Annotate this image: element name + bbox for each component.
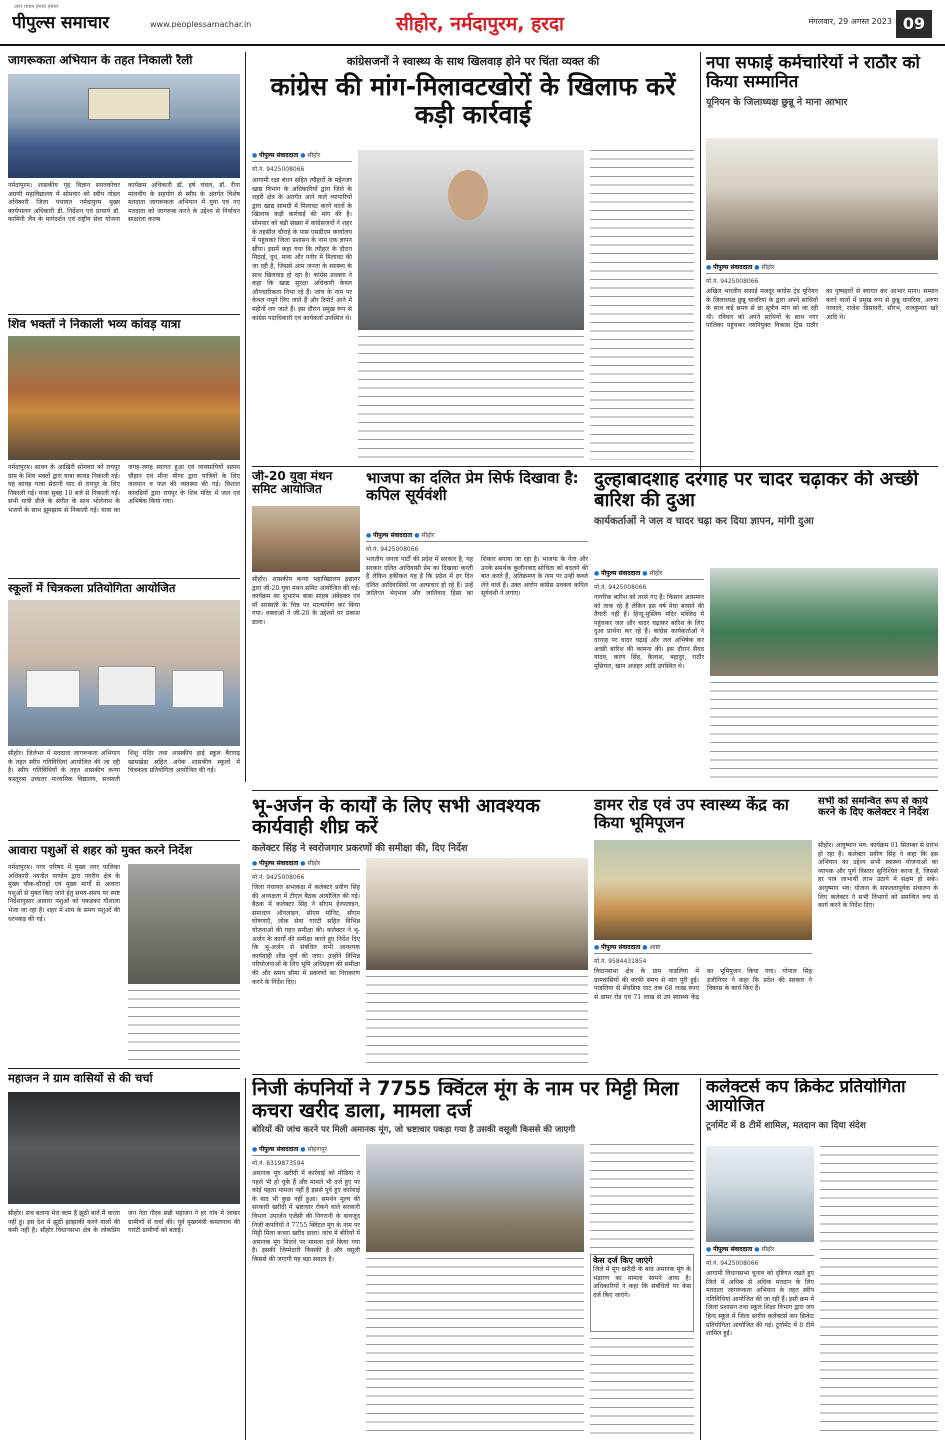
story-coordinated-work: [818, 796, 938, 1072]
story-g20-summit: [252, 470, 360, 786]
story-body-continued: [366, 1258, 584, 1438]
story-headline[interactable]: शिव भक्तों ने निकाली भव्य कांवड़ यात्रा: [8, 318, 181, 331]
story-headline[interactable]: भाजपा का दलित प्रेम सिर्फ दिखावा है: कपिल सूर्यवंशी: [366, 470, 579, 504]
story-headline[interactable]: कलेक्टर्स कप क्रिकेट प्रतियोगिता आयोजित: [706, 1078, 906, 1117]
story-body-continued: [366, 976, 588, 1070]
story-body: जिला पंचायत सभाकक्ष में कलेक्टर प्रवीण सिंह की अध्यक्षता में टीएल बैठक आयोजित की गई। बैठक में कलेक्टर सिंह ने सीएम हेल्पलाइन, समाधान ऑनलाइन, सीएम मॉनिट, सीएम घोषणाएँ, लोक सेवा गारंटी सहित विभिन्न योजनाओं की गहन समीक्षा की। कलेक्टर ने भू-अर्जन के कार्यों की समीक्षा करते हुए निर्देश दिए कि भू-अर्जन से संबंधित सभी आवश्यक कार्यवाही शीघ्र पूर्ण की जाए। उन्होंने विभिन्न परियोजनाओं के लिए भूमि अधिग्रहण की समीक्षा की और समय सीमा में प्रकरणों का निराकरण करने के निर्देश दिए।: [252, 884, 360, 986]
section-divider: [252, 1074, 938, 1075]
byline-dot-icon: ●: [252, 152, 258, 159]
byline-phone: मो.नं. 8319873594: [252, 1160, 305, 1167]
story-subheadline: कार्यकर्ताओं ने जल व चादर चढ़ा कर दिया ज्ञापन, मांगी दुआ: [594, 516, 814, 528]
collector-meeting-photo: [366, 858, 588, 970]
section-title: सीहोर, नर्मदापुरम, हरदा: [396, 13, 564, 35]
sanitation-workers-photo: [706, 138, 938, 260]
byline-dot-icon: ●: [706, 264, 712, 271]
story-body: सीहोर। सच बताना मेरा काम है झूठी बातें मैं करता नहीं हूं। इस देश में झूठी झांझाकी करने वालों की कमी नहीं है। सीहोर विधानसभा क्षेत्र के लोकप्रिय जन नेता गौरव सन्नी महाजन ने हर गांव में जाकर ग्रामीणों से चर्चा की। पूर्व मुख्यमंत्री कमलनाथ की गारंटी ग्रामीणों को बताई।: [8, 1210, 240, 1235]
story-stray-animals: [8, 844, 240, 1066]
byline-dot-icon: ●: [252, 860, 258, 867]
story-subheadline: बोरियों की जांच करने पर मिली अमानक मूंग, जो भ्रष्टाचार पकड़ा गया है उसकी वसूली किससे की जाएगी: [252, 1124, 576, 1135]
story-divider: [8, 314, 240, 315]
story-body: नर्मदापुरम। शासकीय गृह विज्ञान स्नातकोत्तर अग्रणी महाविद्यालय में सोमवार को स्वीप नोडल अधिकारी जिला पंचायत नर्मदापुरम मुख्य कार्यपालन अधिकारी डी. निर्देशन एवं प्राचार्य डॉ. कामिनी जैन के मार्गदर्शन एवं राष्ट्रीय सेवा योजना कार्यक्रम अधिकारी डॉ. हर्ष चंचल, डॉ. रीना मालवीय के सहयोग से स्वीप के अंतर्गत विशेष मतदाता जागरूकता अभियान में युवा एवं नए मतदाता को जागरूक करने के उद्देश्य से निर्वाचन साक्षरता कलब: [8, 182, 240, 224]
story-land-acquisition: [252, 796, 588, 1072]
byline-phone: मो.नं. 9425008066: [594, 584, 647, 591]
logo-text: पीपुल्स समाचार: [12, 13, 110, 33]
story-headline[interactable]: जागरूकता अभियान के तहत निकाली रैली: [8, 54, 193, 67]
story-body: नर्मदापुरम। नगर परिषद में मुख्य नगर पालिका अधिकारी नवनीत पाण्डेय द्वारा नगरीय क्षेत्र के मुख्य चौक-चौराहों एवं मुख्य मार्गों से आवारा पशुओं से मुक्त किए जाने हेतु समय-समय पर स्पष्ट निर्देशानुसार आवारा पशुओं को पकड़कर गौशाला भेजा जा रहा है। शहर में शाम के समय पशुओं की धरपकड़ की गई।: [8, 864, 120, 923]
mahajan-meeting-photo: [8, 1092, 240, 1204]
story-sanitation-honour: [706, 54, 938, 462]
moong-warehouse-photo: [366, 1144, 584, 1252]
bhoomipujan-photo: [594, 840, 812, 940]
story-divider: [8, 1068, 240, 1069]
story-collectors-cup: [706, 1078, 938, 1440]
website-url[interactable]: www.peoplessamachar.in: [150, 20, 252, 29]
byline: ● पीपुल्स संवाददाता ● सीहोर: [706, 1244, 814, 1256]
sidebar-box-text: जिले में मूंग खरीदी के बाद अमानक मूंग के भंडारण का मामला सामने आया है। अधिकारियों ने कहा कि संबंधितों पर केस दर्ज किए जाएंगे।: [593, 1265, 691, 1299]
column-divider: [245, 52, 246, 782]
stray-animals-photo: [128, 864, 240, 984]
byline-phone: मो.नं. 9425008066: [706, 1260, 759, 1267]
story-body: आगामी रक्षा बंधन सहित त्यौहारों के मद्देनजर खाद्य विभाग के अधिकारियों द्वारा जिले के शहरी क्षेत्र के अंतर्गत आने वाले व्यापारियों द्वारा खाद्य सामग्री में मिलावट करने वालों के खिलाफ कड़ी कार्रवाई की मांग की है। सोमवार को बड़ी संख्या में कांग्रेसजनों ने शहर के तहसील चौराहे के पास एसडीएम कार्यालय में पहुंचकर जिला प्रशासन के नाम एक ज्ञापन सौंपा। इसमें कहा गया कि त्यौहार के दौरान मिठाई, दूध, मावा और पनीर में मिलावट की जा रही है, जिससे आम जनता के स्वास्थ्य के साथ खिलवाड़ हो रहा है। कांग्रेस प्रवक्ता ने कहा कि खाद्य सुरक्षा अधिकारी केवल औपचारिकता निभा रहे हैं। जांच के नाम पर केवल नमूने लिए जाते हैं और रिपोर्ट आने में महीनों लग जाते हैं। इस दौरान प्रमुख रूप से कांग्रेस पदाधिकारी एवं कार्यकर्ता उपस्थित थे।: [252, 177, 352, 322]
section-divider: [252, 790, 938, 791]
byline-dot-icon: ●: [594, 570, 600, 577]
byline-dot-icon: ●: [252, 1146, 258, 1153]
logo[interactable]: [12, 10, 142, 34]
story-headline[interactable]: नपा सफाई कर्मचारियों ने राठौर को किया सम्मानित: [706, 54, 920, 93]
story-mahajan: [8, 1072, 240, 1440]
story-congress-adulteration: [252, 54, 694, 462]
story-divider: [8, 840, 240, 841]
byline-phone: मो.नं. 9584431854: [594, 958, 647, 965]
byline: ● पीपुल्स संवाददाता ● सीहोर: [366, 530, 588, 542]
story-body: विधानसभा क्षेत्र के ग्राम पाडलिया में ग्रामवासियों की काफी समय से मांग पूरी हुई। पाडलिया से सेंधडिया घाट तक 68 लाख रुपए से डामर रोड एवं 71 लाख से उप स्वास्थ्य केंद्र का भूमिपूजन किया गया। गोपाल सिंह इंजीनियर ने कहा कि प्रदेश की सरकार ने विकास के कार्य किए हैं।: [594, 968, 812, 1001]
byline-dot-icon: ●: [706, 1246, 712, 1253]
story-body: आगामी विधानसभा चुनाव को दृष्टिगत रखते हुए जिले में अधिक से अधिक मतदान के लिए मतदाता जागरूकता अभियान के तहत स्वीप गतिविधियां आयोजित की जा रही हैं। इसी क्रम में जिला प्रशासन तथा स्कूल शिक्षा विभाग द्वारा जय हिन्द स्कूल में जिला स्तरीय कलेक्टर्स कप क्रिकेट प्रतियोगिता आयोजित की गई। टूर्नामेंट में 8 टीमें शामिल हुईं।: [706, 1270, 814, 1338]
story-bjp-dalit: [366, 470, 588, 786]
byline: ● पीपुल्स संवाददाता ● सीहोर: [706, 262, 938, 274]
story-body-continued: [358, 336, 584, 460]
column-divider: [700, 1078, 701, 1440]
byline: ● पीपुल्स संवाददाता ● आष्टा: [594, 942, 812, 954]
story-headline[interactable]: स्कूलों में चित्रकला प्रतियोगिता आयोजित: [8, 582, 176, 595]
byline-phone: मो.नं. 9425008066: [252, 874, 305, 881]
story-body-continued: [710, 682, 938, 784]
story-dargah-chadar: [594, 470, 938, 786]
story-headline[interactable]: निजी कंपनियों ने 7755 क्विंटल मूंग के नाम पर मिट्टी मिला कचरा खरीद डाला, मामला दर्ज: [252, 1078, 679, 1122]
byline: ● पीपुल्स संवाददाता ● सीहोर: [252, 150, 352, 162]
byline: ● पीपुल्स संवाददाता ● सीहोर: [594, 568, 704, 580]
story-body-continued: [128, 990, 240, 1064]
story-divider: [8, 578, 240, 579]
story-headline[interactable]: जी-20 युवा मंथन समिट आयोजित: [252, 470, 333, 497]
story-body: सीहोर। जिलेभर में मतदाता जागरूकता अभियान के तहत स्वीप गतिविधियां आयोजित की जा रही है। स्वीप गतिविधियों के तहत शासकीय कन्या कस्तूरबा उच्चतर माध्यमिक विद्यालय, सरस्वती शिशु मंदिर तथा शासकीय हाई स्कूल बैरागढ़ खामखेड़ा सहित अनेक शासकीय स्कूलों में चित्रकला प्रतियोगिता आयोजित की गई।: [8, 750, 240, 783]
story-headline[interactable]: सभी को समन्वित रूप से कार्य करने के दिए कलेक्टर ने निर्देश: [818, 796, 929, 819]
issue-date: मंगलवार, 29 अगस्त 2023: [808, 17, 892, 26]
section-divider: [252, 466, 938, 467]
story-painting-competition: [8, 582, 240, 838]
story-subheadline: टूर्नामेंट में 8 टीमें शामिल, मतदान का दिया संदेश: [706, 1121, 866, 1132]
byline-dot-icon: ●: [594, 944, 600, 951]
story-headline[interactable]: डामर रोड एवं उप स्वास्थ्य केंद्र का किया भूमिपूजन: [594, 796, 789, 832]
story-subheadline: यूनियन के जिलाध्यक्ष छुन्नू ने माना आभार: [706, 97, 848, 109]
story-body: अमानक मूंग खरीदी में कार्रवाई को मीडिया ने पहले भी हो चुके हैं और मामले भी दर्ज हुए पर कोई पहला मामला नहीं है इससे पूर्व हुए कार्रवाई के बाद भी कुछ नहीं हुआ। समर्थन मूल्य की सरकारी खरीदी में भ्रष्टाचार रोकने वाले सरकारी विभाग उपार्जन एजेंसी की निगरानी के बावजूद निजी कंपनियों ने 7755 क्विंटल मूंग के नाम पर मिट्टी मिला कचरा खरीद डाला। जांच में बोरियों में अमानक मूंग मिलने पर मामला दर्ज किया गया है। इसकी जिम्मेदारी किसकी है और वसूली किससे की जाएगी यह बड़ा सवाल है।: [252, 1170, 360, 1263]
sidebar-box-title: केस दर्ज किए जाएंगे: [593, 1256, 653, 1265]
story-headline[interactable]: दुल्हाबादशाह दरगाह पर चादर चढ़ाकर की अच्छी बारिश की दुआ: [594, 470, 919, 511]
byline-phone: मो.नं. 9425008066: [706, 278, 759, 285]
byline-phone: मो.नं. 9425008066: [366, 546, 419, 553]
painting-competition-photo: [8, 600, 240, 746]
byline: ● पीपुल्स संवाददाता ● सीहोर: [252, 858, 360, 870]
sidebar-box: [590, 1254, 694, 1332]
story-headline[interactable]: आवारा पशुओं से शहर को मुक्त करने निर्देश: [8, 844, 192, 857]
story-body: सीहोर। शासकीय कन्या महाविद्यालय इछावर द्वारा जी-20 युवा मंथन समिट आयोजित की गई। कार्यक्रम का शुभारंभ बाबा साहब अंबेडकर एवं माँ सरस्वती के चित्र पर माल्यार्पण कर किया गया। वक्ताओं ने जी-20 के उद्देश्यों पर प्रकाश डाला।: [252, 576, 360, 626]
story-headline[interactable]: भू-अर्जन के कार्यों के लिए सभी आवश्यक कार्यवाही शीघ्र करें: [252, 796, 540, 839]
story-body: सीहोर। आयुष्मान भव: कार्यक्रम 01 सितम्बर से प्रारंभ हो रहा है। कलेक्टर प्रवीण सिंह ने कहा कि इस अभियान का उद्देश्य सभी स्वास्थ्य योजनाओं का व्यापक और पूर्ण विस्तार सुनिश्चित करना है, जिससे हर पात्र लाभार्थी लाभ उठाने में सक्षम हो सके। आयुष्मान भव: योजना के सफलतापूर्वक संचालन के लिए कलेक्टर ने सभी विभागों को समन्वित रूप से कार्य करने के निर्देश दिए।: [818, 842, 938, 910]
story-body-continued: [590, 150, 694, 460]
story-body-continued: [590, 1338, 694, 1438]
story-body: नागरिक बारिश को तरसे गए हैं। किसान आसमान को ताक रहे हैं लेकिन इस वर्ष मेघा बरसने की तैयारी नहीं हैं। हिन्दू-मुस्लिम मंदिर मस्जिद में पहुंचकर जल और चादर चढ़ाकर बारिश के लिए दुआ प्रार्थना कर रहे हैं। कांग्रेस कार्यकर्ताओं ने दरगाह पर चादर चढ़ाई और जल अभिषेक कर अच्छी बारिश की कामना की। इस दौरान सैयद यादव, करण सिंह, कैलाश, बहादुर, राठौर मुछियार, खान अजहर आदि उपस्थित थे।: [594, 594, 704, 670]
story-road-bhoomipujan: [594, 796, 812, 1072]
story-kanwar-yatra: [8, 318, 240, 576]
column-divider: [245, 1078, 246, 1440]
column-divider: [700, 52, 701, 472]
story-body-continued: [590, 1144, 694, 1248]
dargah-photo: [710, 568, 938, 676]
byline-dot-icon: ●: [366, 532, 372, 539]
story-body: नर्मदापुरम। सावन के आखिरी सोमवार को रायपुर ग्राम के शिव भक्तों द्वारा यात्रा कावड़ निकाली गई। यह कांवड़ यात्रा सेठानी घाट से रायपुर के लिए निकाली गई। यात्रा सुबह 10 बजे से निकाली गई। सभी यात्री डीजे के संगीत के साथ भोलेनाथ के भजनों के साथ झूमझाम से निकाली गई। यात्रा का जगह-जगह स्वागत हुआ एवं व्यवसायियों सत्पथ चौहान एवं मीना मीणा द्वारा यात्रियों के लिए जलपान व फल की व्यवस्था की गई। विशाल कावड़ियों द्वारा रायपुर के शिव मंदिर में जल एवं अभिषेक किया गया।: [8, 464, 240, 514]
cricket-event-photo: [706, 1146, 814, 1242]
masthead: [0, 0, 945, 46]
story-body-continued: [820, 1146, 938, 1438]
page-number: 09: [896, 10, 932, 38]
story-body: अखिल भारतीय सफाई मजदूर कांग्रेस ट्रेड यूनियन के जिलाध्यक्ष छुन्नू चावरिया के द्वारा अपने साथियों के साथ कई समय से छः सूत्रीय मांग को जा रही थी। रविवार को अपने साथियों के साथ नगर पालिका पहुंचकर नवनियुक्त विकास ट्रिंस राठौर का पुष्पहारों से स्वागत कर आभार माना। सम्मान करने वालों में प्रमुख रूप से छुन्नू चावरिया, अरुण नरवाले, राजेश डिसावरी, सौरभ, राजकुमार खरे आदि थे।: [706, 288, 938, 330]
story-headline[interactable]: कांग्रेस की मांग-मिलावटखोरों के खिलाफ करें कड़ी कार्रवाई: [270, 72, 676, 129]
story-moong-scam: [252, 1078, 694, 1440]
logo-tagline: आप शासन हमारा हमारा: [14, 4, 59, 10]
byline-phone: मो.नं. 9425008066: [252, 166, 305, 173]
kanwar-yatra-photo: [8, 336, 240, 460]
story-awareness-rally: [8, 54, 240, 312]
story-subheadline: कलेक्टर सिंह ने स्वरोजगार प्रकरणों की समीक्षा की, दिए निर्देश: [252, 842, 468, 854]
g20-summit-photo: [252, 506, 360, 572]
byline: ● पीपुल्स संवाददाता ● सोहागपुर: [252, 1144, 360, 1156]
congress-memorandum-photo: [358, 150, 584, 330]
story-kicker: कांग्रेसजनों ने स्वास्थ्य के साथ खिलवाड़ होने पर चिंता व्यक्त की: [346, 55, 600, 68]
story-headline[interactable]: महाजन ने ग्राम वासियों से की चर्चा: [8, 1072, 153, 1085]
story-body: भारतीय जनता पार्टी की प्रदेश में सरकार है, यह सरकार दलित आदिवासी प्रेम का दिखावा करती है लेकिन हकीकत यह है कि प्रदेश में हर दिन दलित आदिवासियों पर अत्याचार हो रहे हैं। उन्हें जातिगत भेदभाव और जातिवाद हिंसा का शिकार बनाया जा रहा है। भाजपा के नेता और उनके समर्थक कुलीनवाद सोचिता को बदलने की बात करते हैं, अतिक्रमण के नाम पर उन्हीं कब्जे लेने वाले हैं। उक्त आरोप कांग्रेस प्रवक्ता कपिल सूर्यवंशी ने लगाए।: [366, 556, 588, 598]
rally-photo: [8, 74, 240, 178]
